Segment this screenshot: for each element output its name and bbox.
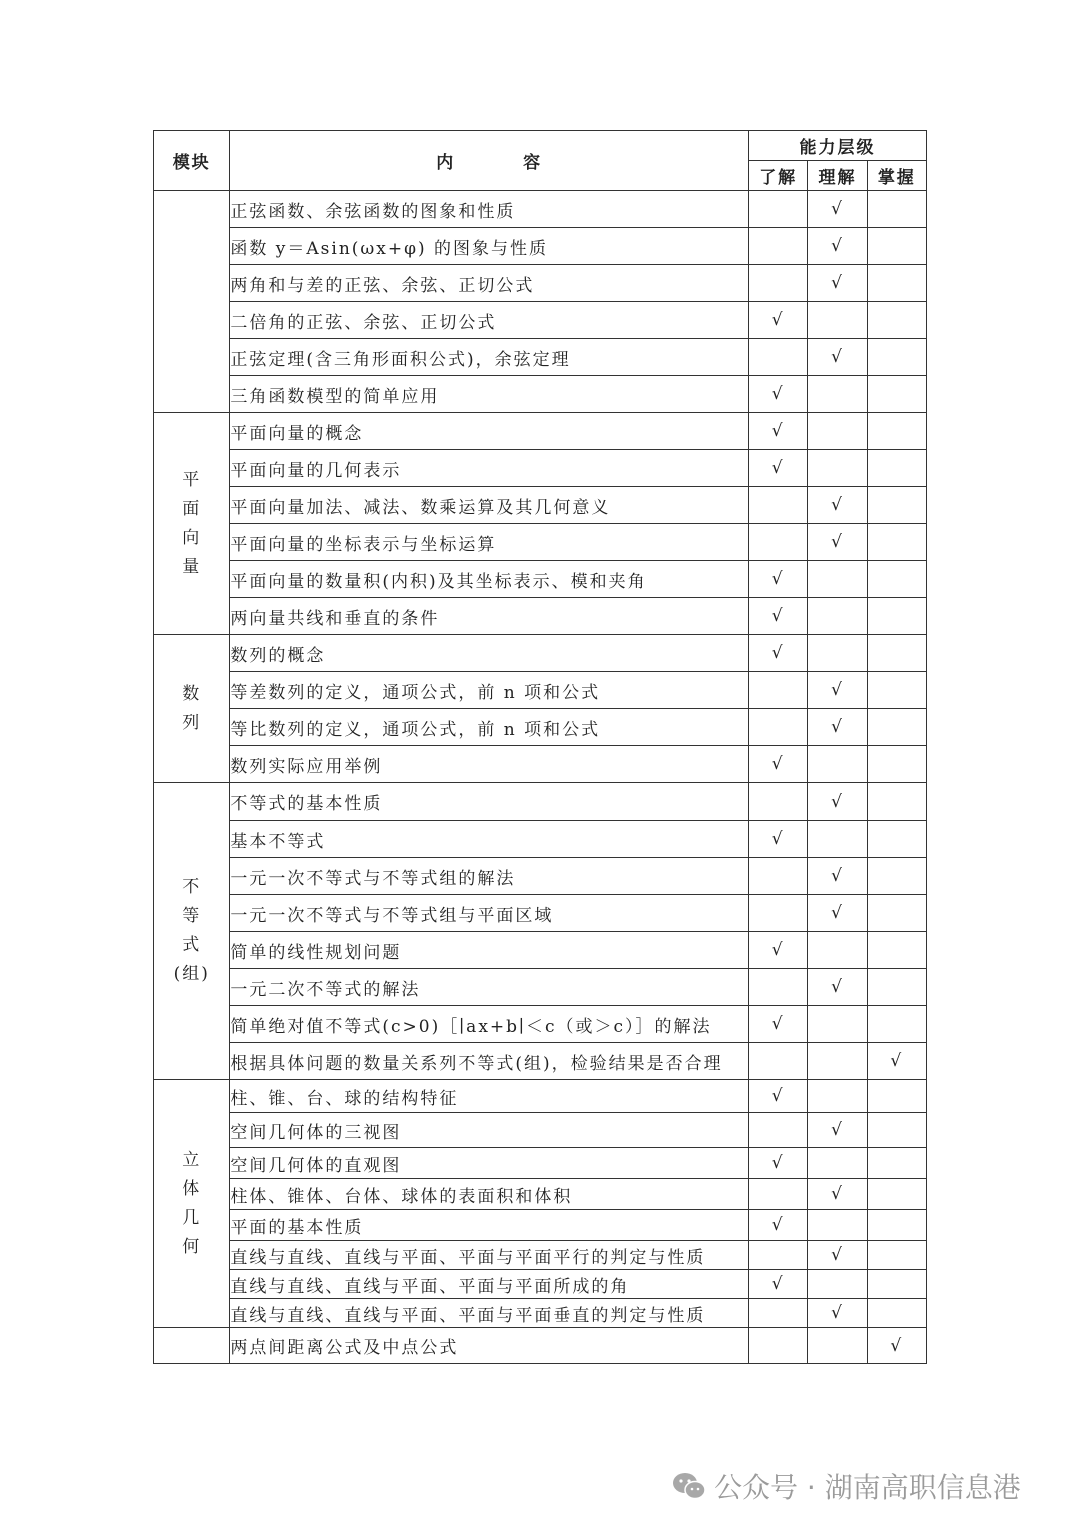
level-cell-understand bbox=[749, 339, 808, 376]
level-cell-understand bbox=[749, 1080, 808, 1113]
level-cell-understand bbox=[749, 1113, 808, 1148]
table-row bbox=[154, 1328, 927, 1364]
level-cell-master bbox=[867, 1043, 926, 1080]
table-row bbox=[154, 302, 927, 339]
level-cell-master bbox=[867, 487, 926, 524]
level-cell-master bbox=[867, 635, 926, 672]
module-label: 不 等 式 (组) bbox=[173, 877, 210, 984]
check-mark: √ bbox=[831, 903, 844, 923]
level-cell-master bbox=[867, 858, 926, 895]
level-cell-master bbox=[867, 413, 926, 450]
table-row bbox=[154, 339, 927, 376]
level-cell-master bbox=[867, 191, 926, 228]
level-cell-comprehend bbox=[808, 1328, 867, 1364]
content-cell: 直线与直线、直线与平面、平面与平面平行的判定与性质 bbox=[230, 1241, 749, 1270]
content-cell: 空间几何体的直观图 bbox=[230, 1148, 749, 1179]
check-mark: √ bbox=[831, 1303, 844, 1323]
level-cell-comprehend bbox=[808, 635, 867, 672]
content-cell: 简单绝对值不等式(c>0)［∣ax+b∣＜c（或＞c）］的解法 bbox=[230, 1006, 749, 1043]
content-cell: 平面向量的几何表示 bbox=[230, 450, 749, 487]
level-cell-comprehend bbox=[808, 1299, 867, 1328]
check-mark: √ bbox=[771, 1086, 785, 1106]
level-cell-master bbox=[867, 1006, 926, 1043]
content-cell: 一元一次不等式与不等式组的解法 bbox=[230, 858, 749, 895]
level-cell-understand bbox=[749, 191, 808, 228]
level-cell-understand bbox=[749, 524, 808, 561]
check-mark: √ bbox=[771, 829, 785, 849]
table-row bbox=[154, 228, 927, 265]
content-cell: 数列实际应用举例 bbox=[230, 746, 749, 783]
level-cell-understand bbox=[749, 1179, 808, 1210]
header-module: 模块 bbox=[154, 131, 230, 191]
level-cell-understand bbox=[749, 487, 808, 524]
table-row bbox=[154, 746, 927, 783]
check-mark: √ bbox=[831, 1184, 844, 1204]
content-cell: 基本不等式 bbox=[230, 821, 749, 858]
table-row bbox=[154, 1270, 927, 1299]
table-row bbox=[154, 932, 927, 969]
level-cell-comprehend bbox=[808, 1179, 867, 1210]
level-cell-master bbox=[867, 1241, 926, 1270]
level-cell-master bbox=[867, 1210, 926, 1241]
content-cell: 平面向量的坐标表示与坐标运算 bbox=[230, 524, 749, 561]
level-cell-comprehend bbox=[808, 1241, 867, 1270]
module-cell-sequence bbox=[154, 635, 230, 783]
level-cell-comprehend bbox=[808, 1043, 867, 1080]
module-cell-trig bbox=[154, 191, 230, 413]
table-row bbox=[154, 1043, 927, 1080]
table-row bbox=[154, 1148, 927, 1179]
check-mark: √ bbox=[890, 1335, 904, 1356]
check-mark: √ bbox=[831, 680, 844, 700]
content-cell: 正弦函数、余弦函数的图象和性质 bbox=[230, 191, 749, 228]
level-cell-comprehend bbox=[808, 598, 867, 635]
content-cell: 平面向量的概念 bbox=[230, 413, 749, 450]
level-cell-understand bbox=[749, 821, 808, 858]
level-cell-comprehend bbox=[808, 228, 867, 265]
module-label: 平 面 向 量 bbox=[182, 469, 202, 577]
content-cell: 平面向量的数量积(内积)及其坐标表示、模和夹角 bbox=[230, 561, 749, 598]
content-cell: 平面向量加法、减法、数乘运算及其几何意义 bbox=[230, 487, 749, 524]
check-mark: √ bbox=[771, 643, 785, 663]
level-cell-understand bbox=[749, 413, 808, 450]
level-cell-master bbox=[867, 969, 926, 1006]
table-row bbox=[154, 1299, 927, 1328]
level-cell-comprehend bbox=[808, 302, 867, 339]
level-cell-comprehend bbox=[808, 1270, 867, 1299]
level-cell-understand bbox=[749, 1043, 808, 1080]
level-cell-comprehend bbox=[808, 265, 867, 302]
level-cell-understand bbox=[749, 1241, 808, 1270]
level-cell-master bbox=[867, 1299, 926, 1328]
header-level-understand-basic: 了解 bbox=[749, 161, 808, 191]
table-row bbox=[154, 1113, 927, 1148]
check-mark: √ bbox=[831, 717, 844, 737]
content-cell: 柱体、锥体、台体、球体的表面积和体积 bbox=[230, 1179, 749, 1210]
level-cell-understand bbox=[749, 895, 808, 932]
level-cell-understand bbox=[749, 709, 808, 746]
level-cell-comprehend bbox=[808, 932, 867, 969]
watermark bbox=[672, 1466, 1021, 1506]
table-row bbox=[154, 376, 927, 413]
level-cell-master bbox=[867, 895, 926, 932]
check-mark: √ bbox=[771, 310, 785, 330]
content-cell: 函数 y＝Asin(ωx+φ) 的图象与性质 bbox=[230, 228, 749, 265]
level-cell-comprehend bbox=[808, 746, 867, 783]
check-mark: √ bbox=[831, 532, 844, 552]
table-row bbox=[154, 1006, 927, 1043]
table-row bbox=[154, 1080, 927, 1113]
content-cell: 二倍角的正弦、余弦、正切公式 bbox=[230, 302, 749, 339]
level-cell-understand bbox=[749, 672, 808, 709]
level-cell-understand bbox=[749, 1270, 808, 1299]
check-mark: √ bbox=[831, 1245, 844, 1265]
level-cell-understand bbox=[749, 969, 808, 1006]
level-cell-understand bbox=[749, 1328, 808, 1364]
level-cell-comprehend bbox=[808, 413, 867, 450]
table-row bbox=[154, 672, 927, 709]
level-cell-understand bbox=[749, 561, 808, 598]
level-cell-understand bbox=[749, 376, 808, 413]
check-mark: √ bbox=[771, 754, 785, 774]
content-cell: 两向量共线和垂直的条件 bbox=[230, 598, 749, 635]
level-cell-understand bbox=[749, 598, 808, 635]
level-cell-understand bbox=[749, 228, 808, 265]
content-cell: 等比数列的定义，通项公式，前 n 项和公式 bbox=[230, 709, 749, 746]
level-cell-master bbox=[867, 932, 926, 969]
check-mark: √ bbox=[771, 569, 785, 589]
check-mark: √ bbox=[831, 866, 844, 886]
level-cell-comprehend bbox=[808, 709, 867, 746]
level-cell-master bbox=[867, 450, 926, 487]
module-cell-vector bbox=[154, 413, 230, 635]
module-label: 数 列 bbox=[182, 683, 202, 733]
content-cell: 数列的概念 bbox=[230, 635, 749, 672]
check-mark: √ bbox=[771, 458, 785, 478]
level-cell-comprehend bbox=[808, 1006, 867, 1043]
module-cell-analytic bbox=[154, 1328, 230, 1364]
table-row bbox=[154, 635, 927, 672]
level-cell-understand bbox=[749, 302, 808, 339]
header-level-comprehend: 理解 bbox=[808, 161, 867, 191]
level-cell-master bbox=[867, 821, 926, 858]
check-mark: √ bbox=[831, 273, 844, 293]
check-mark: √ bbox=[771, 606, 785, 626]
content-cell: 正弦定理(含三角形面积公式)，余弦定理 bbox=[230, 339, 749, 376]
level-cell-master bbox=[867, 339, 926, 376]
level-cell-comprehend bbox=[808, 376, 867, 413]
level-cell-understand bbox=[749, 858, 808, 895]
module-label: 立 体 几 何 bbox=[182, 1149, 202, 1257]
level-cell-master bbox=[867, 598, 926, 635]
table-row bbox=[154, 413, 927, 450]
syllabus-body bbox=[154, 191, 927, 1364]
check-mark: √ bbox=[831, 495, 844, 515]
header-ability-level: 能力层级 bbox=[749, 131, 927, 161]
content-cell: 空间几何体的三视图 bbox=[230, 1113, 749, 1148]
level-cell-comprehend bbox=[808, 1113, 867, 1148]
module-cell-solid-geometry bbox=[154, 1080, 230, 1328]
level-cell-comprehend bbox=[808, 895, 867, 932]
table-row bbox=[154, 598, 927, 635]
content-cell: 两角和与差的正弦、余弦、正切公式 bbox=[230, 265, 749, 302]
check-mark: √ bbox=[771, 1014, 785, 1034]
content-cell: 根据具体问题的数量关系列不等式(组)，检验结果是否合理 bbox=[230, 1043, 749, 1080]
level-cell-master bbox=[867, 376, 926, 413]
content-cell: 一元二次不等式的解法 bbox=[230, 969, 749, 1006]
table-row bbox=[154, 895, 927, 932]
level-cell-master bbox=[867, 561, 926, 598]
check-mark: √ bbox=[771, 384, 785, 404]
level-cell-understand bbox=[749, 783, 808, 821]
level-cell-master bbox=[867, 709, 926, 746]
table-row bbox=[154, 524, 927, 561]
module-cell-inequality bbox=[154, 783, 230, 1080]
level-cell-comprehend bbox=[808, 524, 867, 561]
level-cell-understand bbox=[749, 635, 808, 672]
level-cell-understand bbox=[749, 1148, 808, 1179]
table-row bbox=[154, 709, 927, 746]
level-cell-master bbox=[867, 746, 926, 783]
content-cell: 直线与直线、直线与平面、平面与平面垂直的判定与性质 bbox=[230, 1299, 749, 1328]
table-row bbox=[154, 858, 927, 895]
content-cell: 一元一次不等式与不等式组与平面区域 bbox=[230, 895, 749, 932]
level-cell-comprehend bbox=[808, 969, 867, 1006]
check-mark: √ bbox=[831, 1120, 844, 1140]
level-cell-comprehend bbox=[808, 1080, 867, 1113]
level-cell-comprehend bbox=[808, 783, 867, 821]
level-cell-comprehend bbox=[808, 191, 867, 228]
check-mark: √ bbox=[771, 421, 785, 441]
watermark-text: 公众号 · 湖南高职信息港 bbox=[714, 1471, 1021, 1504]
level-cell-understand bbox=[749, 746, 808, 783]
level-cell-master bbox=[867, 1270, 926, 1299]
check-mark: √ bbox=[771, 940, 785, 960]
level-cell-comprehend bbox=[808, 821, 867, 858]
level-cell-master bbox=[867, 1328, 926, 1364]
table-row bbox=[154, 1241, 927, 1270]
content-cell: 三角函数模型的简单应用 bbox=[230, 376, 749, 413]
check-mark: √ bbox=[771, 1153, 785, 1173]
table-row bbox=[154, 487, 927, 524]
check-mark: √ bbox=[831, 347, 844, 367]
table-row bbox=[154, 191, 927, 228]
check-mark: √ bbox=[771, 1215, 785, 1235]
level-cell-understand bbox=[749, 932, 808, 969]
level-cell-master bbox=[867, 1080, 926, 1113]
level-cell-comprehend bbox=[808, 561, 867, 598]
table-row bbox=[154, 821, 927, 858]
content-cell: 平面的基本性质 bbox=[230, 1210, 749, 1241]
level-cell-master bbox=[867, 1113, 926, 1148]
check-mark: √ bbox=[831, 977, 844, 997]
level-cell-master bbox=[867, 302, 926, 339]
content-cell: 柱、锥、台、球的结构特征 bbox=[230, 1080, 749, 1113]
table-row bbox=[154, 969, 927, 1006]
content-cell: 直线与直线、直线与平面、平面与平面所成的角 bbox=[230, 1270, 749, 1299]
header-level-master: 掌握 bbox=[867, 161, 926, 191]
wechat-icon bbox=[672, 1471, 706, 1501]
check-mark: √ bbox=[831, 791, 844, 812]
level-cell-understand bbox=[749, 450, 808, 487]
check-mark: √ bbox=[890, 1051, 904, 1071]
check-mark: √ bbox=[831, 199, 844, 219]
level-cell-comprehend bbox=[808, 858, 867, 895]
header-content: 内 容 bbox=[230, 131, 749, 191]
level-cell-comprehend bbox=[808, 1210, 867, 1241]
level-cell-master bbox=[867, 783, 926, 821]
check-mark: √ bbox=[771, 1274, 785, 1294]
content-cell: 简单的线性规划问题 bbox=[230, 932, 749, 969]
table-row bbox=[154, 561, 927, 598]
level-cell-understand bbox=[749, 1299, 808, 1328]
level-cell-master bbox=[867, 1148, 926, 1179]
table-row bbox=[154, 1179, 927, 1210]
level-cell-master bbox=[867, 1179, 926, 1210]
table-row bbox=[154, 783, 927, 821]
table-row bbox=[154, 265, 927, 302]
level-cell-understand bbox=[749, 1210, 808, 1241]
content-cell: 两点间距离公式及中点公式 bbox=[230, 1328, 749, 1364]
level-cell-comprehend bbox=[808, 487, 867, 524]
level-cell-comprehend bbox=[808, 1148, 867, 1179]
content-cell: 等差数列的定义，通项公式，前 n 项和公式 bbox=[230, 672, 749, 709]
level-cell-comprehend bbox=[808, 672, 867, 709]
content-cell: 不等式的基本性质 bbox=[230, 783, 749, 821]
level-cell-master bbox=[867, 228, 926, 265]
check-mark: √ bbox=[831, 236, 844, 256]
table-row bbox=[154, 1210, 927, 1241]
table-row bbox=[154, 450, 927, 487]
level-cell-master bbox=[867, 672, 926, 709]
level-cell-comprehend bbox=[808, 339, 867, 376]
level-cell-comprehend bbox=[808, 450, 867, 487]
syllabus-table bbox=[153, 130, 927, 1364]
level-cell-master bbox=[867, 265, 926, 302]
level-cell-master bbox=[867, 524, 926, 561]
level-cell-understand bbox=[749, 1006, 808, 1043]
level-cell-understand bbox=[749, 265, 808, 302]
